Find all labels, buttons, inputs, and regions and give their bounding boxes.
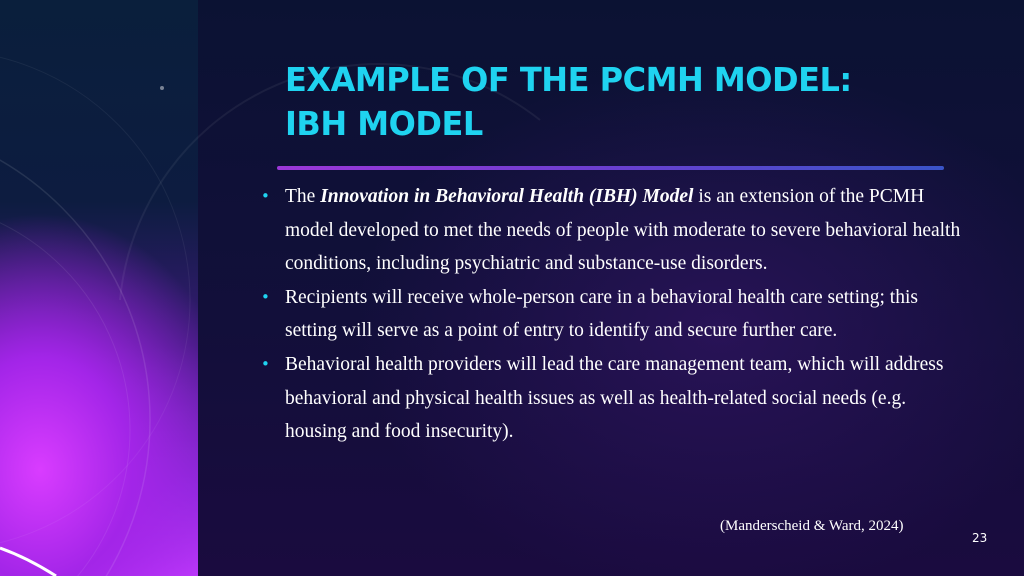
bullet-1-prefix: The [285, 186, 321, 207]
slide-title-line-2: IBH MODEL [285, 104, 483, 143]
title-divider [277, 166, 944, 170]
slide-title-line-1: EXAMPLE OF THE PCMH MODEL: [285, 60, 852, 99]
bullet-1-text: is an extension of the PCMH model developed to met the needs of people with moderate to severe behavioral health conditions, including psychiatric and substance-use disorders. [285, 186, 961, 275]
citation: (Manderscheid & Ward, 2024) [720, 518, 904, 534]
bullet-item-ibh-model [258, 180, 963, 281]
page-number: 23 [972, 531, 988, 545]
bullet-item-care-management-team [258, 348, 963, 449]
bullet-2-text: Recipients will receive whole-person care in a behavioral health care setting; this setting will serve as a point of entry to identify and secure further care. [285, 286, 918, 342]
decorative-rings-graphic [0, 0, 198, 576]
bullet-3-text: Behavioral health providers will lead the care management team, which will address behavioral and physical health issues as well as health-related social needs (e.g. housing and food insecurity). [285, 353, 944, 443]
bullet-dot-icon: • [261, 287, 270, 306]
bullet-item-whole-person-care [258, 281, 963, 348]
bullet-1-emphasis: Innovation in Behavioral Health (IBH) Model [320, 186, 694, 207]
slide-title [285, 58, 964, 146]
decorative-side-panel [0, 0, 198, 576]
bullet-dot-icon: • [261, 187, 270, 205]
bullet-list [258, 180, 963, 449]
bullet-dot-icon: • [261, 354, 270, 373]
